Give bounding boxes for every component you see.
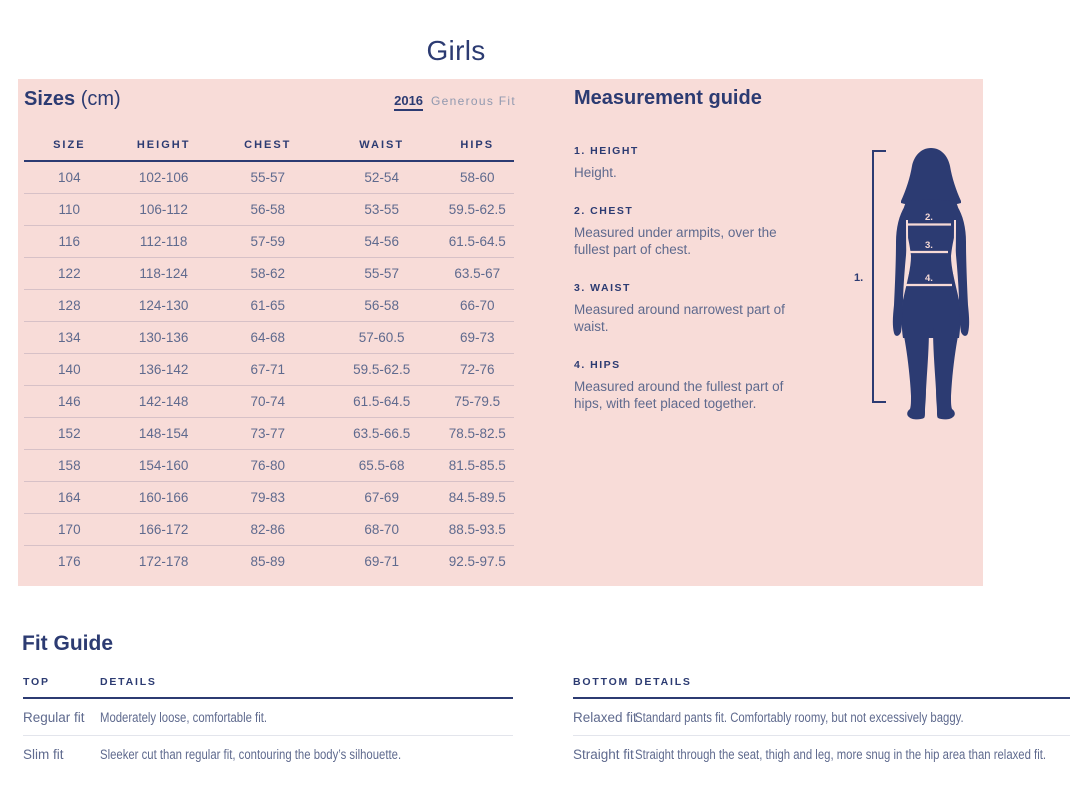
height-cell: 172-178 bbox=[115, 545, 213, 577]
fit-details-cell bbox=[100, 736, 513, 773]
fit-type-tag bbox=[18, 92, 516, 110]
size-cell: 140 bbox=[24, 353, 115, 385]
measurement-guide-heading: Measurement guide bbox=[574, 87, 762, 109]
size-table-head bbox=[24, 139, 514, 161]
waist-cell: 56-58 bbox=[323, 289, 441, 321]
size-cell: 116 bbox=[24, 225, 115, 257]
height-cell: 112-118 bbox=[115, 225, 213, 257]
chest-cell: 73-77 bbox=[213, 417, 323, 449]
hips-cell: 63.5-67 bbox=[440, 257, 514, 289]
size-column-header: CHEST bbox=[213, 139, 323, 161]
fit-guide-bottom-table bbox=[573, 676, 1070, 772]
fit-guide-top-head bbox=[23, 676, 513, 698]
chest-cell: 58-62 bbox=[213, 257, 323, 289]
year-link[interactable]: 2016 bbox=[394, 93, 423, 111]
size-column-header: SIZE bbox=[24, 139, 115, 161]
waist-cell: 54-56 bbox=[323, 225, 441, 257]
hips-cell: 61.5-64.5 bbox=[440, 225, 514, 257]
size-cell: 134 bbox=[24, 321, 115, 353]
size-table-row bbox=[24, 289, 514, 321]
fit-guide-bottom-header-row bbox=[573, 676, 1070, 698]
measurement-item bbox=[574, 359, 786, 412]
arm-gap-left bbox=[907, 220, 908, 274]
measurement-item-label: 2. CHEST bbox=[574, 205, 634, 217]
height-cell: 106-112 bbox=[115, 193, 213, 225]
details-column-header: DETAILS bbox=[635, 676, 1070, 698]
fit-details-text: Moderately loose, comfortable fit. bbox=[100, 710, 268, 725]
size-table-row bbox=[24, 161, 514, 193]
hips-cell: 59.5-62.5 bbox=[440, 193, 514, 225]
size-cell: 104 bbox=[58, 169, 81, 185]
waist-cell: 67-69 bbox=[323, 481, 441, 513]
size-cell: 146 bbox=[24, 385, 115, 417]
fit-name-cell: Regular fit bbox=[23, 710, 85, 725]
size-cell: 110 bbox=[24, 193, 115, 225]
measurement-item-label: 3. WAIST bbox=[574, 282, 631, 294]
figure-height-label: 1. bbox=[854, 272, 864, 284]
measurement-item-description: Measured under armpits, over the fullest part of chest. bbox=[574, 225, 777, 257]
waist-cell: 57-60.5 bbox=[323, 321, 441, 353]
fit-name-cell: Slim fit bbox=[23, 736, 100, 773]
size-cell: 152 bbox=[24, 417, 115, 449]
chest-cell: 85-89 bbox=[213, 545, 323, 577]
waist-cell: 52-54 bbox=[364, 169, 399, 185]
hips-cell: 92.5-97.5 bbox=[440, 545, 514, 577]
height-cell: 160-166 bbox=[115, 481, 213, 513]
size-cell: 122 bbox=[24, 257, 115, 289]
fit-type-label: Generous Fit bbox=[431, 94, 516, 108]
arm-gap-right bbox=[954, 220, 955, 274]
fit-guide-bottom-body bbox=[573, 698, 1070, 772]
fit-name-cell: Relaxed fit bbox=[573, 710, 637, 725]
height-cell: 118-124 bbox=[115, 257, 213, 289]
size-table-row bbox=[24, 513, 514, 545]
fit-details-text: Straight through the seat, thigh and leg, more snug in the hip area than relaxed fit. bbox=[635, 747, 1047, 762]
measurement-item-description: Height. bbox=[574, 165, 617, 180]
waist-cell: 61.5-64.5 bbox=[323, 385, 441, 417]
fit-guide-top-table bbox=[23, 676, 513, 772]
chest-cell: 82-86 bbox=[213, 513, 323, 545]
hips-cell: 58-60 bbox=[459, 169, 495, 185]
figure-chest-label: 2. bbox=[925, 212, 933, 223]
hips-cell: 84.5-89.5 bbox=[440, 481, 514, 513]
figure-waist-label: 3. bbox=[925, 240, 933, 251]
size-table bbox=[24, 139, 514, 577]
size-table-row bbox=[24, 417, 514, 449]
chest-cell: 76-80 bbox=[213, 449, 323, 481]
height-cell: 102-106 bbox=[138, 169, 189, 185]
measurement-guide-items bbox=[574, 145, 814, 412]
chest-cell: 57-59 bbox=[213, 225, 323, 257]
waist-cell: 65.5-68 bbox=[323, 449, 441, 481]
waist-cell: 63.5-66.5 bbox=[323, 417, 441, 449]
measurement-item-label: 4. HIPS bbox=[574, 359, 621, 371]
fit-guide-row bbox=[573, 736, 1070, 773]
hips-cell: 66-70 bbox=[440, 289, 514, 321]
measurement-guide bbox=[574, 87, 814, 436]
measurement-item-label: 1. HEIGHT bbox=[574, 145, 639, 157]
hips-cell: 72-76 bbox=[440, 353, 514, 385]
size-table-row bbox=[24, 257, 514, 289]
size-table-body bbox=[24, 161, 514, 577]
fit-details-cell bbox=[635, 736, 1070, 773]
hips-cell: 75-79.5 bbox=[440, 385, 514, 417]
sizes-heading-label: Sizes bbox=[24, 88, 76, 110]
fit-guide-top-header-row bbox=[23, 676, 513, 698]
sizes-unit-label: (cm) bbox=[80, 88, 121, 110]
bottom-column-header: BOTTOM bbox=[573, 676, 635, 698]
chest-cell: 56-58 bbox=[213, 193, 323, 225]
hips-cell: 88.5-93.5 bbox=[440, 513, 514, 545]
fit-guide-top-body bbox=[23, 698, 513, 772]
waist-cell: 69-71 bbox=[323, 545, 441, 577]
hips-cell: 69-73 bbox=[440, 321, 514, 353]
chest-cell: 64-68 bbox=[213, 321, 323, 353]
chest-cell: 67-71 bbox=[213, 353, 323, 385]
chest-cell: 79-83 bbox=[213, 481, 323, 513]
fit-details-text: Standard pants fit. Comfortably roomy, but not excessively baggy. bbox=[635, 710, 964, 725]
size-cell: 170 bbox=[24, 513, 115, 545]
fit-details-cell bbox=[635, 698, 1070, 736]
size-cell: 128 bbox=[24, 289, 115, 321]
top-column-header: TOP bbox=[23, 676, 100, 698]
hips-cell: 78.5-82.5 bbox=[440, 417, 514, 449]
waist-cell: 53-55 bbox=[323, 193, 441, 225]
waist-cell: 55-57 bbox=[323, 257, 441, 289]
fit-guide-row bbox=[23, 736, 513, 773]
size-table-row bbox=[24, 321, 514, 353]
measurement-figure bbox=[845, 140, 985, 425]
measurement-item bbox=[574, 145, 786, 181]
measurement-item bbox=[574, 282, 786, 335]
height-cell: 166-172 bbox=[115, 513, 213, 545]
measurement-item-description: Measured around the fullest part of hips, with feet placed together. bbox=[574, 379, 784, 411]
height-cell: 136-142 bbox=[115, 353, 213, 385]
fit-name-cell: Straight fit bbox=[573, 736, 635, 773]
size-table-header-row bbox=[24, 139, 514, 161]
fit-details-cell bbox=[100, 698, 513, 736]
size-table-row bbox=[24, 225, 514, 257]
size-column-header: HEIGHT bbox=[115, 139, 213, 161]
chest-cell: 61-65 bbox=[213, 289, 323, 321]
fit-guide-heading: Fit Guide bbox=[22, 632, 113, 656]
size-table-row bbox=[24, 353, 514, 385]
fit-guide-bottom-head bbox=[573, 676, 1070, 698]
height-cell: 148-154 bbox=[115, 417, 213, 449]
size-table-row bbox=[24, 449, 514, 481]
measurement-item bbox=[574, 205, 786, 258]
page-title: Girls bbox=[426, 34, 486, 66]
measurement-item-description: Measured around narrowest part of waist. bbox=[574, 302, 785, 334]
size-table-row bbox=[24, 481, 514, 513]
chest-cell: 70-74 bbox=[213, 385, 323, 417]
hips-cell: 81.5-85.5 bbox=[440, 449, 514, 481]
fit-guide-row bbox=[573, 698, 1070, 736]
size-column-header: WAIST bbox=[323, 139, 441, 161]
height-cell: 124-130 bbox=[115, 289, 213, 321]
size-table-row bbox=[24, 385, 514, 417]
height-cell: 142-148 bbox=[115, 385, 213, 417]
sizes-panel bbox=[18, 79, 983, 586]
size-cell: 176 bbox=[24, 545, 115, 577]
height-cell: 130-136 bbox=[115, 321, 213, 353]
fit-details-text: Sleeker cut than regular fit, contouring the body’s silhouette. bbox=[100, 747, 402, 762]
size-table-row bbox=[24, 193, 514, 225]
size-table-row bbox=[24, 545, 514, 577]
size-column-header: HIPS bbox=[440, 139, 514, 161]
size-cell: 164 bbox=[24, 481, 115, 513]
figure-hips-label: 4. bbox=[925, 273, 933, 284]
chest-cell: 55-57 bbox=[250, 169, 286, 185]
height-cell: 154-160 bbox=[115, 449, 213, 481]
waist-cell: 59.5-62.5 bbox=[323, 353, 441, 385]
height-bracket-icon bbox=[873, 151, 886, 402]
details-column-header: DETAILS bbox=[100, 676, 513, 698]
size-cell: 158 bbox=[24, 449, 115, 481]
fit-guide-row bbox=[23, 698, 513, 736]
waist-cell: 68-70 bbox=[323, 513, 441, 545]
